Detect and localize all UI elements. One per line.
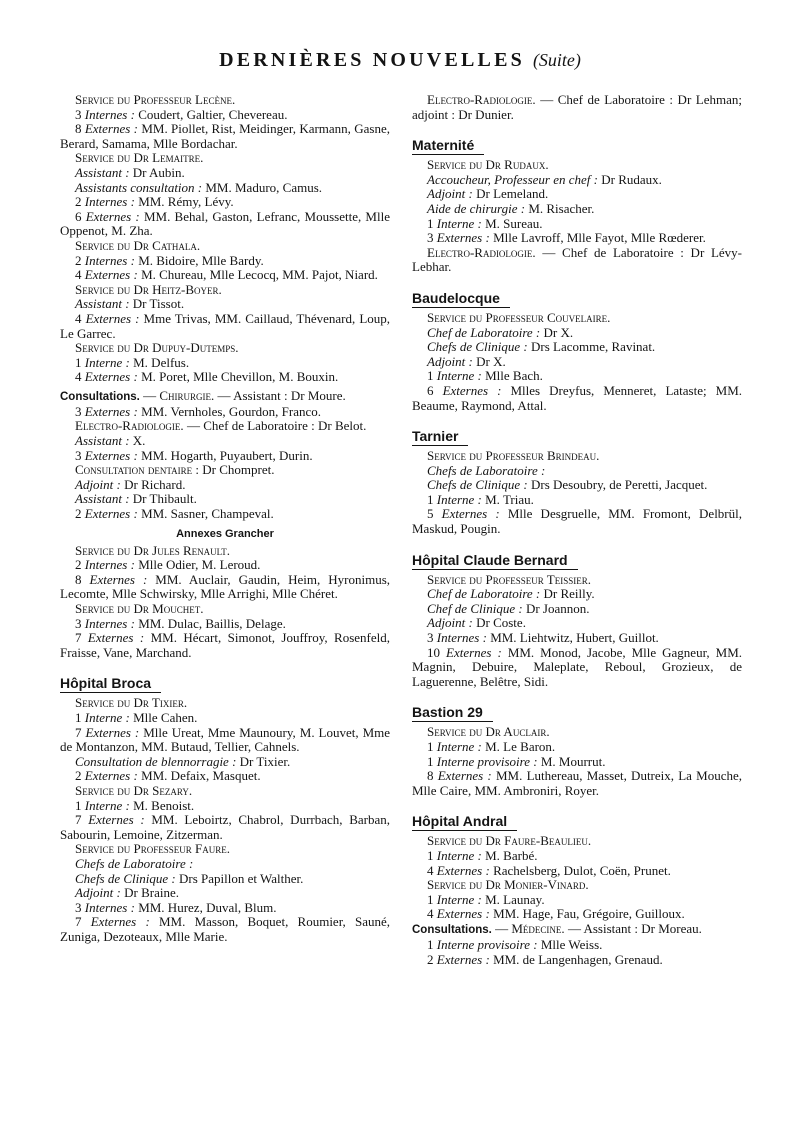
staff-line: Assistant : Dr Tissot.	[75, 296, 185, 312]
staff-line: 2 Internes : Mlle Odier, M. Leroud.	[75, 557, 261, 573]
staff-line: 6 Externes : MM. Behal, Gaston, Lefranc, Moussette, Mlle Oppenot, M. Zha.	[60, 208, 390, 239]
staff-line: 2 Externes : MM. de Langenhagen, Grenaud.	[427, 951, 663, 967]
lab-line: Electro-Radiologie. — Chef de Laboratoire : Dr Lévy-Lebhar.	[412, 244, 742, 275]
staff-line: 8 Externes : MM. Piollet, Rist, Meidinger, Karmann, Gasne, Berard, Samama, Mlle Bordachar.	[60, 121, 391, 151]
staff-line: 1 Interne : Mlle Bach.	[427, 368, 543, 384]
service-heading: Service du Dr Rudaux.	[427, 157, 549, 173]
staff-line: Assistant : X.	[75, 433, 146, 449]
staff-line: 3 Externes : MM. Vernholes, Gourdon, Franco.	[75, 403, 321, 419]
service-heading: Service du Professeur Brindeau.	[427, 448, 600, 464]
staff-line: 1 Interne : M. Launay.	[427, 891, 545, 907]
staff-line: Accoucheur, Professeur en chef : Dr Rudaux.	[427, 171, 662, 187]
hospital-heading: Hôpital Claude Bernard	[412, 551, 578, 570]
staff-line: 1 Interne : M. Barbé.	[427, 847, 538, 863]
staff-line: Chef de Laboratoire : Dr Reilly.	[427, 586, 595, 602]
annexes-heading: Annexes Grancher	[176, 527, 274, 540]
staff-line: Chefs de Clinique : Drs Lacomme, Ravinat.	[427, 339, 656, 355]
service-heading: Service du Dr Dupuy-Dutemps.	[75, 340, 239, 356]
staff-line: 10 Externes : MM. Monod, Jacobe, Mlle Gagneur, MM. Magnin, Debuire, Maleplate, Reboul, Grozieux, de Laguerenne, Belêtre, Sidi.	[412, 644, 742, 689]
staff-line: Adjoint : Dr X.	[427, 353, 506, 369]
staff-line: 3 Externes : MM. Hogarth, Puyaubert, Durin.	[75, 447, 313, 463]
staff-line: 3 Internes : MM. Dulac, Baillis, Delage.	[75, 615, 286, 631]
section-tarnier	[412, 427, 742, 537]
staff-line: Adjoint : Dr Lemeland.	[427, 186, 549, 202]
staff-line: 1 Interne : M. Le Baron.	[427, 739, 556, 754]
staff-line: 1 Interne : Mlle Cahen.	[75, 709, 198, 725]
staff-line: 5 Externes : Mlle Desgruelle, MM. Fromont, Delbrül, Maskud, Pougin.	[412, 506, 742, 537]
hospital-heading: Maternité	[412, 136, 484, 155]
staff-line: 8 Externes : MM. Luthereau, Masset, Dutreix, La Mouche, Mlle Caire, MM. Ambroniri, Royer.	[412, 768, 743, 798]
staff-line: 6 Externes : Mlles Dreyfus, Menneret, Lataste; MM. Beaume, Raymond, Attal.	[412, 382, 743, 413]
staff-line: Assistant : Dr Aubin.	[75, 164, 185, 180]
staff-line: 4 Externes : Mme Trivas, MM. Caillaud, Thévenard, Loup, Le Garrec.	[60, 310, 391, 341]
section-claude-bernard	[412, 551, 742, 690]
service-heading: Service du Professeur Lecène.	[75, 92, 236, 107]
service-heading: Service du Dr Heitz-Boyer.	[75, 281, 222, 297]
staff-line: 2 Internes : MM. Rémy, Lévy.	[75, 194, 234, 210]
staff-line: Chef de Clinique : Dr Joannon.	[427, 600, 590, 616]
service-heading: Service du Dr Sezary.	[75, 782, 193, 798]
staff-line: 2 Externes : MM. Sasner, Champeval.	[75, 506, 274, 522]
lab-line: Electro-Radiologie. — Chef de Laboratoire : Dr Belot.	[75, 418, 367, 434]
staff-line: 3 Internes : MM. Liehtwitz, Hubert, Guillot.	[427, 630, 659, 646]
staff-line: 8 Externes : MM. Auclair, Gaudin, Heim, Hyronimus, Lecomte, Mlle Schwirsky, Mlle Arrighi, Mlle Chéret.	[60, 571, 391, 602]
right-column	[412, 93, 742, 967]
consultations-line: Consultations. — Médecine. — Assistant : Dr Moreau.	[412, 920, 702, 936]
staff-line: 3 Internes : Coudert, Galtier, Chevereau.	[75, 106, 288, 122]
page-title	[0, 46, 800, 74]
section-maternite	[412, 136, 742, 275]
staff-line: 3 Internes : MM. Hurez, Duval, Blum.	[75, 899, 277, 915]
staff-line: 1 Interne : M. Delfus.	[75, 354, 190, 370]
staff-line: 1 Interne : M. Sureau.	[427, 215, 543, 231]
staff-line: Chefs de Clinique : Drs Desoubry, de Peretti, Jacquet.	[427, 477, 708, 493]
page-title-suite: (Suite)	[532, 50, 581, 70]
staff-line: 7 Externes : Mlle Ureat, Mme Maunoury, M. Louvet, Mme de Montanzon, MM. Butaud, Tellier, Cahnels.	[60, 724, 391, 755]
staff-line: 4 Externes : M. Poret, Mlle Chevillon, M. Bouxin.	[75, 369, 339, 385]
service-heading: Service du Dr Auclair.	[427, 724, 550, 740]
staff-line: 1 Interne provisoire : M. Mourrut.	[427, 753, 606, 769]
hospital-heading: Hôpital Broca	[60, 674, 161, 693]
staff-line: Consultation de blennorragie : Dr Tixier.	[75, 753, 291, 769]
service-heading: Service du Professeur Faure.	[75, 841, 230, 857]
staff-line: Assistants consultation : MM. Maduro, Camus.	[75, 179, 323, 195]
staff-line: 4 Externes : MM. Hage, Fau, Grégoire, Guilloux.	[427, 906, 685, 922]
staff-line: Assistant : Dr Thibault.	[75, 491, 197, 507]
service-heading: Service du Dr Faure-Beaulieu.	[427, 833, 592, 849]
staff-line: 7 Externes : MM. Masson, Boquet, Roumier, Sauné, Zuniga, Dezoteaux, Mlle Marie.	[60, 914, 391, 944]
hospital-heading: Hôpital Andral	[412, 812, 517, 831]
section-broca	[60, 674, 390, 944]
service-heading: Service du Dr Lemaitre.	[75, 150, 204, 166]
staff-line: 7 Externes : MM. Hécart, Simonot, Jouffroy, Rosenfeld, Fraisse, Vane, Marchand.	[60, 630, 390, 660]
staff-line: 3 Externes : Mlle Lavroff, Mlle Fayot, Mlle Rœderer.	[427, 230, 706, 246]
service-heading: Service du Dr Mouchet.	[75, 601, 204, 616]
service-heading: Service du Dr Cathala.	[75, 237, 201, 253]
staff-line: Chefs de Laboratoire :	[427, 462, 546, 478]
service-heading: Service du Dr Jules Renault.	[75, 542, 231, 558]
section-andral	[412, 812, 742, 967]
service-heading: Service du Dr Monier-Vinard.	[427, 877, 589, 893]
staff-line: 7 Externes : MM. Leboirtz, Chabrol, Durrbach, Barban, Sabourin, Lemoine, Zitzerman.	[60, 812, 390, 842]
hospital-heading: Baudelocque	[412, 289, 510, 308]
staff-line: 2 Internes : M. Bidoire, Mlle Bardy.	[75, 252, 264, 268]
service-heading: Service du Dr Tixier.	[75, 695, 188, 711]
section-baudelocque	[412, 289, 742, 413]
staff-line: Chefs de Laboratoire :	[75, 855, 194, 871]
hospital-heading: Tarnier	[412, 427, 468, 446]
staff-line: Aide de chirurgie : M. Risacher.	[427, 200, 595, 216]
staff-line: 2 Externes : MM. Defaix, Masquet.	[75, 768, 261, 784]
staff-line: Consultation dentaire : Dr Chompret.	[75, 462, 275, 478]
staff-line: Chefs de Clinique : Drs Papillon et Walther.	[75, 870, 304, 886]
staff-line: 1 Interne : M. Triau.	[427, 491, 534, 507]
staff-line: Adjoint : Dr Braine.	[75, 885, 179, 901]
staff-line: 4 Externes : Rachelsberg, Dulot, Coën, Prunet.	[427, 862, 671, 878]
lab-line: Electro-Radiologie. — Chef de Laboratoire : Dr Lehman; adjoint : Dr Dunier.	[412, 92, 742, 122]
consultations-line: Consultations. — Chirurgie. — Assistant : Dr Moure.	[60, 387, 346, 403]
service-heading: Service du Professeur Couvelaire.	[427, 309, 611, 325]
left-column	[60, 93, 390, 944]
page-title-main: DERNIÈRES NOUVELLES	[219, 49, 525, 71]
staff-line: Adjoint : Dr Richard.	[75, 476, 186, 492]
hospital-heading: Bastion 29	[412, 703, 493, 722]
staff-line: 4 Externes : M. Chureau, Mlle Lecocq, MM. Pajot, Niard.	[75, 267, 378, 283]
staff-line: 1 Interne provisoire : Mlle Weiss.	[427, 936, 603, 952]
staff-line: Adjoint : Dr Coste.	[427, 615, 526, 631]
staff-line: 1 Interne : M. Benoist.	[75, 797, 195, 813]
section-bastion-29	[412, 703, 742, 798]
service-heading: Service du Professeur Teissier.	[427, 571, 591, 587]
staff-line: Chef de Laboratoire : Dr X.	[427, 324, 574, 340]
